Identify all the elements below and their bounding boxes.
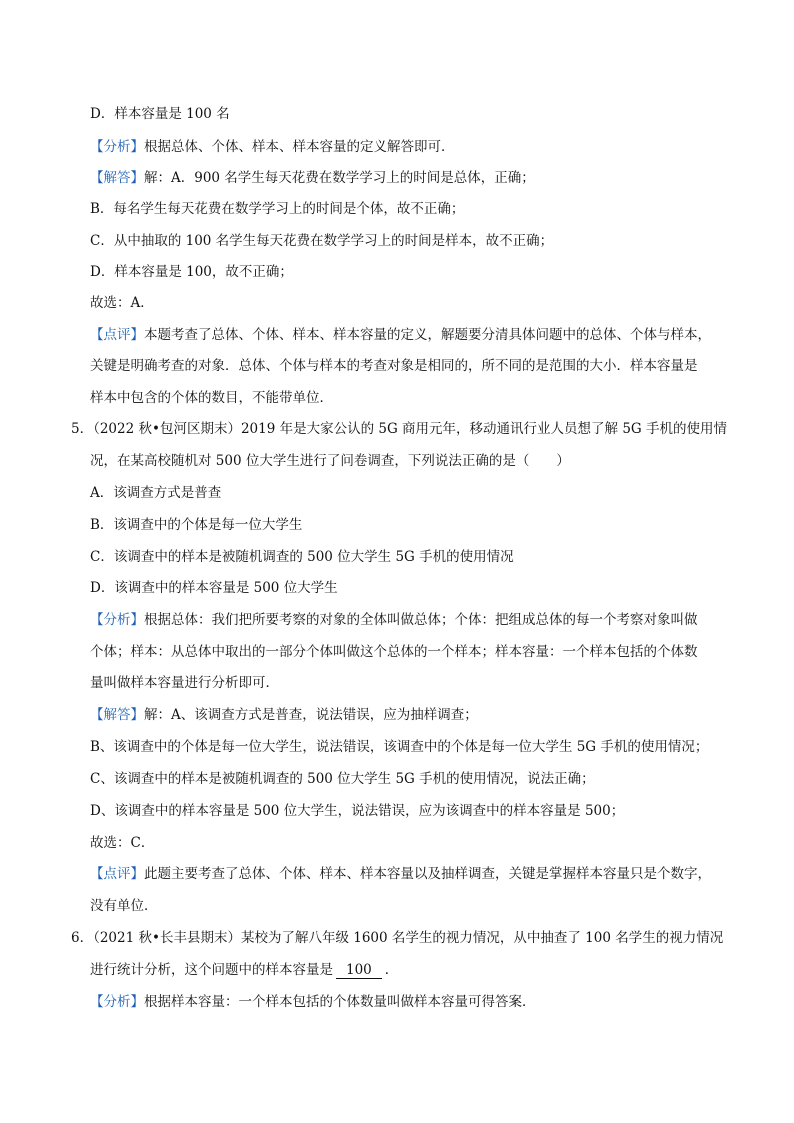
text-line: 个体；样本：从总体中取出的一部分个体叫做这个总体的一个样本；样本容量：一个样本包括的个体数 [90, 644, 698, 660]
analysis-tag: 【分析】 [90, 612, 144, 628]
solution-line: 【解答】解：A．900 名学生每天花费在数学学习上的时间是总体，正确； [90, 170, 535, 186]
solution-line: 【解答】解：A、该调查方式是普查，说法错误，应为抽样调查； [90, 707, 478, 723]
comment-line: 【点评】本题考查了总体、个体、样本、样本容量的定义，解题要分清具体问题中的总体、个体与样本， [90, 327, 711, 343]
text-line: 没有单位． [90, 898, 158, 914]
option-c: C．该调查中的样本是被随机调查的 500 位大学生 5G 手机的使用情况 [90, 549, 514, 565]
text-line: D、该调查中的样本容量是 500 位大学生，说法错误，应为该调查中的样本容量是 500； [90, 803, 625, 819]
answer-line: 故选：C． [90, 835, 155, 851]
option-a: A．该调查方式是普查 [90, 485, 222, 501]
text-line: 量叫做样本容量进行分析即可． [90, 675, 279, 691]
question-6-line: 6．（2021 秋•长丰县期末）某校为了解八年级 1600 名学生的视力情况，从中抽查了 100 名学生的视力情况 [71, 930, 724, 946]
answer-blank: 100 [336, 962, 382, 979]
text-line: C、该调查中的样本是被随机调查的 500 位大学生 5G 手机的使用情况，说法正确； [90, 771, 595, 787]
text-line: 况，在某高校随机对 500 位大学生进行了问卷调查，下列说法正确的是（ ） [90, 453, 570, 469]
analysis-tag: 【分析】 [90, 994, 144, 1010]
comment-line: 【点评】此题主要考查了总体、个体、样本、样本容量以及抽样调查，关键是掌握样本容量只是个数字， [90, 866, 711, 882]
option-d: D．该调查中的样本容量是 500 位大学生 [90, 580, 338, 596]
text-line: C．从中抽取的 100 名学生每天花费在数学学习上的时间是样本，故不正确； [90, 233, 554, 249]
text-line: 关键是明确考查的对象．总体、个体与样本的考查对象是相同的，所不同的是范围的大小．样本容量是 [90, 358, 698, 374]
answer-line: 故选：A． [90, 295, 154, 311]
text-line: D．样本容量是 100 名 [90, 106, 230, 122]
text-line: B．每名学生每天花费在数学学习上的时间是个体，故不正确； [90, 201, 465, 217]
fill-blank-line: 进行统计分析，这个问题中的样本容量是 100 ． [90, 962, 399, 978]
analysis-tag: 【分析】 [90, 139, 144, 155]
solution-tag: 【解答】 [90, 707, 144, 723]
question-5-line: 5．（2022 秋•包河区期末）2019 年是大家公认的 5G 商用元年，移动通讯行业人员想了解 5G 手机的使用情 [71, 421, 728, 437]
text-line: 样本中包含的个体的数目，不能带单位． [90, 390, 333, 406]
comment-tag: 【点评】 [90, 866, 144, 882]
analysis-line: 【分析】根据总体、个体、样本、样本容量的定义解答即可． [90, 139, 455, 155]
analysis-line: 【分析】根据样本容量：一个样本包括的个体数量叫做样本容量可得答案． [90, 994, 536, 1010]
analysis-line: 【分析】根据总体：我们把所要考察的对象的全体叫做总体；个体：把组成总体的每一个考察对象叫做 [90, 612, 698, 628]
comment-tag: 【点评】 [90, 327, 144, 343]
option-b: B．该调查中的个体是每一位大学生 [90, 517, 303, 533]
text-line: D．样本容量是 100，故不正确； [90, 264, 293, 280]
text-line: B、该调查中的个体是每一位大学生，说法错误，该调查中的个体是每一位大学生 5G 手机的使用情况； [90, 739, 709, 755]
solution-tag: 【解答】 [90, 170, 144, 186]
